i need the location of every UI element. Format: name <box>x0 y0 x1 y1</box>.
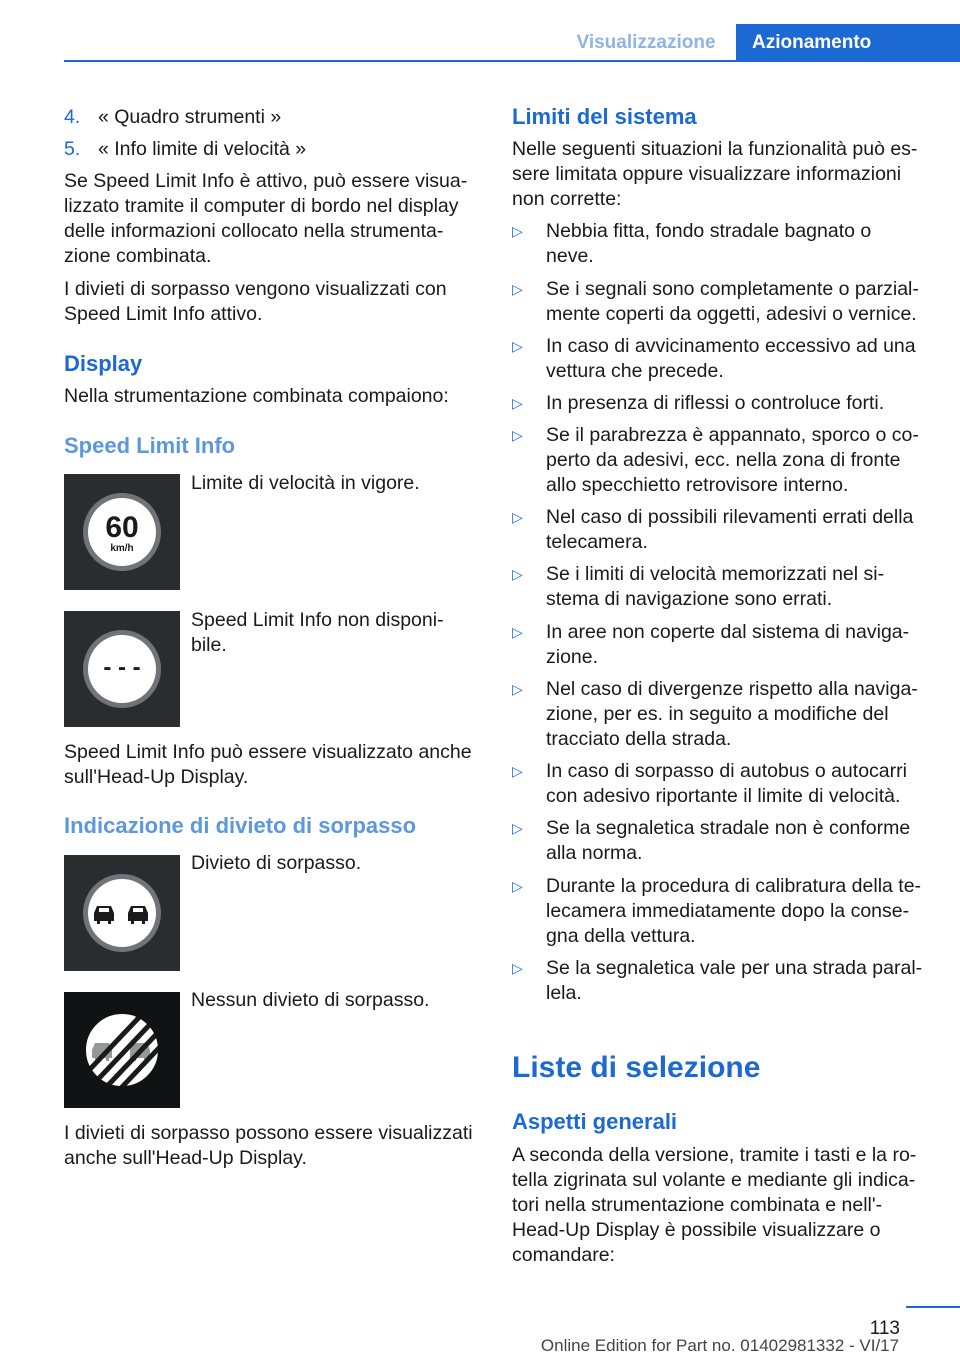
text-line: Se Speed Limit Info è attivo, può essere visua- <box>64 170 468 192</box>
text-line: Head-Up Display è possibile visualizzare o <box>512 1219 881 1241</box>
text-line: Speed Limit Info attivo. <box>64 303 263 325</box>
text-line: bile. <box>191 634 227 656</box>
overtake-heading: Indicazione di divieto di sorpasso <box>64 813 417 838</box>
bullet-text-line: Se i segnali sono completamente o parzial- <box>546 278 919 300</box>
footer-rule <box>906 1306 960 1308</box>
text-line: anche sull'Head-Up Display. <box>64 1147 307 1169</box>
text-line: tella zigrinata sul volante e mediante gli indica- <box>512 1169 916 1191</box>
bullet-triangle-icon: ▷ <box>512 281 523 297</box>
text-line: I divieti di sorpasso possono essere visualizzati <box>64 1122 473 1144</box>
list-number: 4. <box>64 106 81 128</box>
text-line: zione combinata. <box>64 245 212 267</box>
list-text: « Info limite di velocità » <box>98 138 307 160</box>
speed-limit-unavailable-icon <box>64 611 180 727</box>
text-line: delle informazioni collocato nella strumenta- <box>64 220 444 242</box>
bullet-triangle-icon: ▷ <box>512 878 523 894</box>
aspetti-heading: Aspetti generali <box>512 1109 678 1134</box>
bullet-text-line: Se la segnaletica stradale non è conforme <box>546 817 911 839</box>
page-number: 113 <box>869 1318 900 1339</box>
speed-limit-60-icon <box>64 474 180 590</box>
bullet-triangle-icon: ▷ <box>512 395 523 411</box>
bullet-text-line: Nel caso di divergenze rispetto alla naviga- <box>546 678 918 700</box>
bullet-triangle-icon: ▷ <box>512 820 523 836</box>
no-overtaking-icon <box>64 855 180 971</box>
text-line: sull'Head-Up Display. <box>64 766 249 788</box>
text-line: Nelle seguenti situazioni la funzionalità può es- <box>512 138 918 160</box>
end-no-overtaking-icon <box>64 992 180 1108</box>
liste-heading: Liste di selezione <box>512 1051 761 1084</box>
bullet-text-line: Durante la procedura di calibratura della te- <box>546 875 922 897</box>
dashes-glyph: - - - <box>103 654 141 681</box>
header-rule <box>64 60 960 62</box>
bullet-triangle-icon: ▷ <box>512 338 523 354</box>
text-line: non corrette: <box>512 188 622 210</box>
bullet-text-line: In aree non coperte dal sistema di naviga- <box>546 621 910 643</box>
text-line: Speed Limit Info non disponi- <box>191 609 444 631</box>
bullet-text-line: vettura che precede. <box>546 360 724 382</box>
list-number: 5. <box>64 138 81 160</box>
bullet-triangle-icon: ▷ <box>512 566 523 582</box>
bullet-text-line: lecamera immediatamente dopo la conse- <box>546 900 910 922</box>
text-line: A seconda della versione, tramite i tasti e la ro- <box>512 1144 917 1166</box>
limits-heading: Limiti del sistema <box>512 104 697 129</box>
bullet-text-line: Se i limiti di velocità memorizzati nel si- <box>546 563 885 585</box>
bullet-text-line: tracciato della strada. <box>546 728 732 750</box>
bullet-text-line: telecamera. <box>546 531 648 553</box>
bullet-triangle-icon: ▷ <box>512 624 523 640</box>
bullet-text-line: zione, per es. in seguito a modifiche del <box>546 703 889 725</box>
text-line: tori nella strumentazione combinata e nell'- <box>512 1194 883 1216</box>
bullet-text-line: allo specchietto retrovisore interno. <box>546 474 849 496</box>
text-line: I divieti di sorpasso vengono visualizzati con <box>64 278 447 300</box>
text-line: comandare: <box>512 1244 615 1266</box>
display-text: Nella strumentazione combinata compaiono: <box>64 385 449 407</box>
bullet-text-line: Nel caso di possibili rilevamenti errati della <box>546 506 914 528</box>
bullet-text-line: Nebbia fitta, fondo stradale bagnato o <box>546 220 872 242</box>
bullet-triangle-icon: ▷ <box>512 509 523 525</box>
icon3-caption: Divieto di sorpasso. <box>191 852 362 874</box>
icon4-caption: Nessun divieto di sorpasso. <box>191 989 430 1011</box>
text-line: sere limitata oppure visualizzare informazioni <box>512 163 902 185</box>
bullet-text-line: In caso di sorpasso di autobus o autocarri <box>546 760 907 782</box>
display-heading: Display <box>64 351 143 376</box>
bullet-triangle-icon: ▷ <box>512 681 523 697</box>
bullet-text-line: In presenza di riflessi o controluce forti. <box>546 392 885 414</box>
bullet-triangle-icon: ▷ <box>512 960 523 976</box>
bullet-text-line: gna della vettura. <box>546 925 696 947</box>
bullet-text-line: neve. <box>546 245 594 267</box>
bullet-text-line: con adesivo riportante il limite di velocità. <box>546 785 901 807</box>
icon1-caption: Limite di velocità in vigore. <box>191 472 420 494</box>
bullet-triangle-icon: ▷ <box>512 763 523 779</box>
bullet-text-line: mente coperti da oggetti, adesivi o vernice. <box>546 303 917 325</box>
bullet-triangle-icon: ▷ <box>512 223 523 239</box>
bullet-text-line: Se il parabrezza è appannato, sporco o co- <box>546 424 919 446</box>
text-line: lizzato tramite il computer di bordo nel display <box>64 195 459 217</box>
bullet-text-line: lela. <box>546 982 582 1004</box>
bullet-text-line: zione. <box>546 646 599 668</box>
bullet-text-line: perto da adesivi, ecc. nella zona di fronte <box>546 449 901 471</box>
header-tab-azionamento[interactable]: Azionamento <box>736 24 960 62</box>
bullet-text-line: In caso di avvicinamento eccessivo ad una <box>546 335 916 357</box>
header-tab-visualizzazione[interactable]: Visualizzazione <box>576 32 716 53</box>
edition-note: Online Edition for Part no. 01402981332 - VI/17 <box>540 1336 900 1355</box>
text-line: Speed Limit Info può essere visualizzato anche <box>64 741 472 763</box>
speed-limit-number: 60 <box>105 511 139 544</box>
speed-limit-heading: Speed Limit Info <box>64 433 236 458</box>
list-text: « Quadro strumenti » <box>98 106 282 128</box>
bullet-triangle-icon: ▷ <box>512 427 523 443</box>
bullet-text-line: Se la segnaletica vale per una strada paral- <box>546 957 923 979</box>
bullet-text-line: stema di navigazione sono errati. <box>546 588 833 610</box>
speed-limit-unit: km/h <box>110 543 134 554</box>
bullet-text-line: alla norma. <box>546 842 643 864</box>
